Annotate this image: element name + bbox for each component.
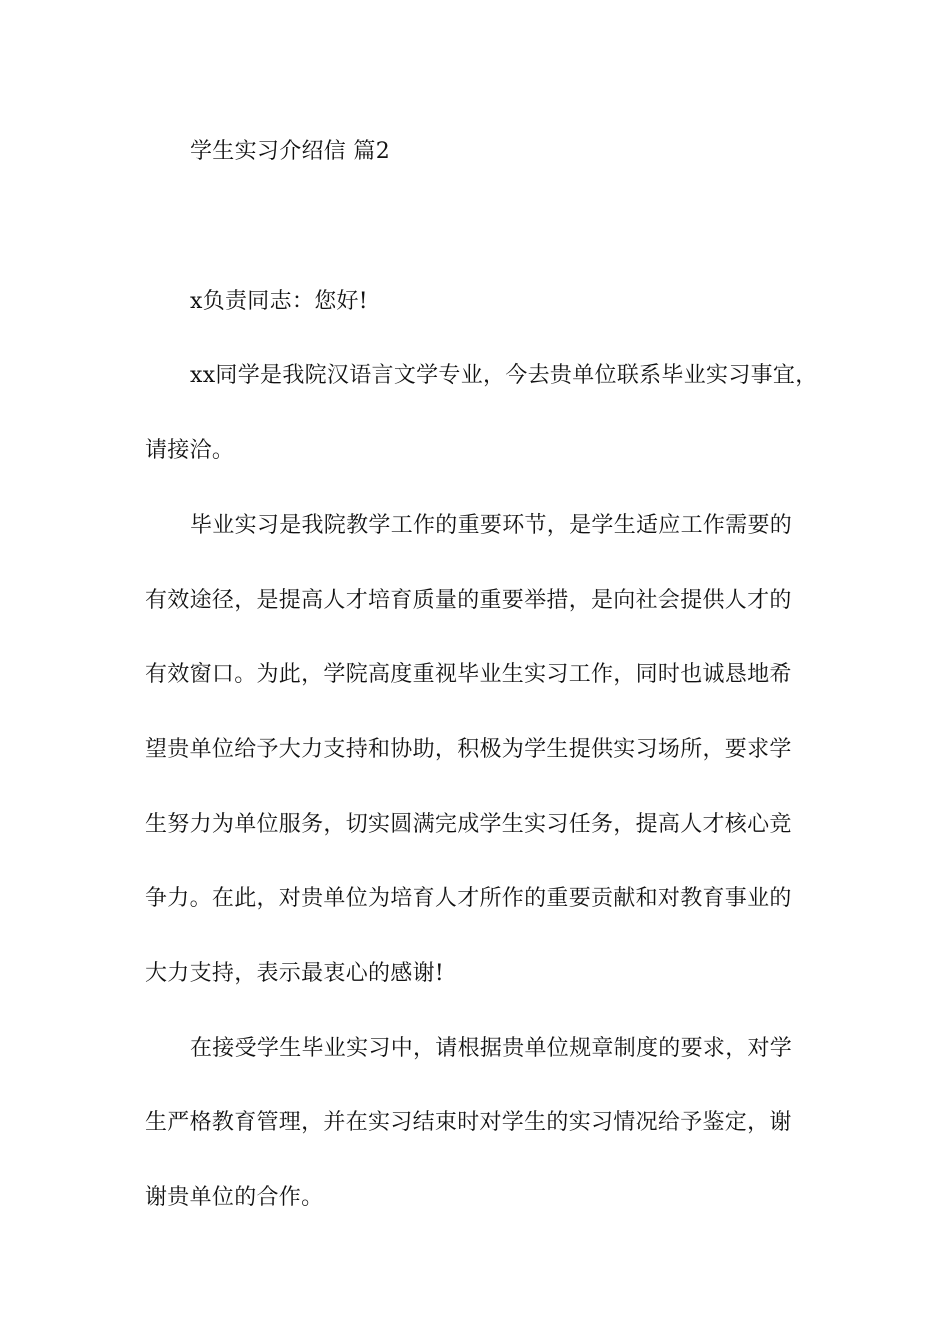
paragraph-line: 大力支持，表示最衷心的感谢! [145, 961, 445, 986]
paragraph-line: 请接洽。 [145, 438, 235, 463]
paragraph-line: 争力。在此，对贵单位为培育人才所作的重要贡献和对教育事业的 [145, 886, 792, 911]
paragraph-line: 在接受学生毕业实习中，请根据贵单位规章制度的要求，对学 [190, 1036, 793, 1061]
paragraph-line: 望贵单位给予大力支持和协助，积极为学生提供实习场所，要求学 [145, 737, 792, 762]
paragraph-line: 有效窗口。为此，学院高度重视毕业生实习工作，同时也诚恳地希 [145, 662, 792, 687]
paragraph-line: 有效途径，是提高人才培育质量的重要举措，是向社会提供人才的 [145, 588, 792, 613]
paragraph-line: 生严格教育管理，并在实习结束时对学生的实习情况给予鉴定，谢 [145, 1110, 792, 1135]
document-title: 学生实习介绍信 篇2 [190, 139, 390, 164]
greeting-line: x负责同志：您好! [190, 289, 368, 314]
paragraph-line: xx同学是我院汉语言文学专业，今去贵单位联系毕业实习事宜， [190, 363, 818, 388]
paragraph-line: 谢贵单位的合作。 [145, 1185, 324, 1210]
paragraph-line: 生努力为单位服务，切实圆满完成学生实习任务，提高人才核心竞 [145, 812, 792, 837]
paragraph-line: 毕业实习是我院教学工作的重要环节，是学生适应工作需要的 [190, 513, 793, 538]
